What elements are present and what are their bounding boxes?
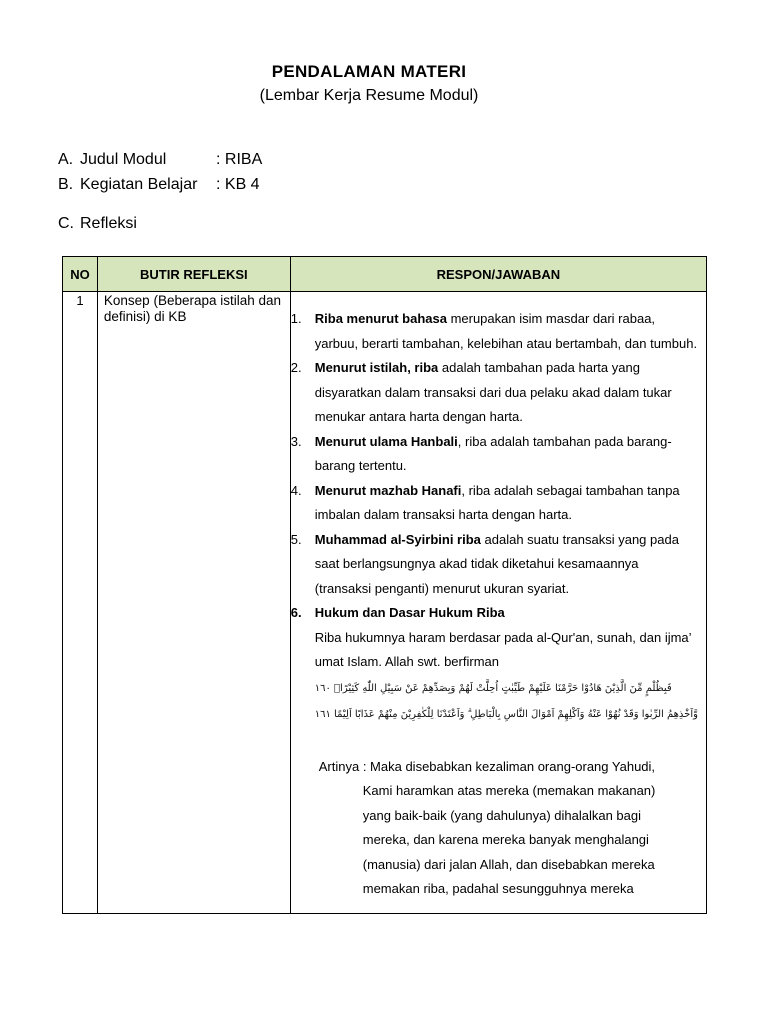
item-definition: adalah tambahan pada harta yang disyaratkan dalam transaksi dari dua pelaku akad dalam tukar menukar antara harta dengan harta. bbox=[314, 360, 672, 424]
artinya-label: Artinya : Maka disebabkan kezaliman orang-orang Yahudi, bbox=[318, 758, 656, 774]
hukum-riba-text: Riba hukumnya haram berdasar pada al-Qur'an, sunah, dan ijma’ umat Islam. Allah swt. berfirman bbox=[314, 629, 692, 669]
item-definition: , riba adalah sebagai tambahan tanpa imbalan dalam transaksi harta dengan harta. bbox=[314, 482, 680, 522]
arabic-verse-160: فَبِظُلْمٍ مِّنَ الَّذِيْنَ هَادُوْا حَرَّمْنَا عَلَيْهِمْ طَيِّبٰتٍ اُحِلَّتْ لَهُمْ وَبِصَدِّهِمْ عَنْ سَبِيْلِ اللّٰهِ كَثِيْرًاۙ ١٦٠ bbox=[314, 682, 672, 694]
header-respon-jawaban: RESPON/JAWABAN bbox=[290, 257, 706, 292]
list-item bbox=[290, 430, 698, 479]
item-number: 6. bbox=[290, 605, 302, 620]
info-value: : RIBA bbox=[216, 151, 263, 168]
row-number: 1 bbox=[63, 292, 98, 914]
artinya-translation bbox=[291, 755, 706, 902]
info-letter: B. bbox=[58, 176, 74, 193]
list-item bbox=[290, 307, 698, 356]
item-number: 1. bbox=[290, 311, 302, 326]
item-number: 2. bbox=[290, 360, 302, 375]
info-kegiatan-belajar bbox=[58, 176, 260, 194]
header-no: NO bbox=[63, 257, 98, 292]
artinya-line: yang baik-baik (yang dahulunya) dihalalkan bagi bbox=[362, 807, 641, 823]
item-term: Menurut istilah, riba bbox=[314, 360, 439, 375]
info-letter: A. bbox=[58, 151, 74, 168]
info-label: Refleksi bbox=[80, 215, 137, 232]
page-title: PENDALAMAN MATERI bbox=[271, 62, 467, 81]
item-definition: , riba adalah tambahan pada barang-barang tertentu. bbox=[314, 433, 672, 473]
header-butir-refleksi: BUTIR REFLEKSI bbox=[97, 257, 290, 292]
butir-text: Konsep (Beberapa istilah dan definisi) di KB bbox=[97, 292, 290, 914]
item-term: Menurut ulama Hanbali bbox=[314, 433, 458, 449]
list-item bbox=[290, 601, 698, 727]
info-value: : KB 4 bbox=[216, 176, 260, 193]
list-item bbox=[290, 479, 698, 528]
info-judul-modul bbox=[58, 151, 262, 169]
info-label: Judul Modul bbox=[80, 151, 167, 168]
info-label: Kegiatan Belajar bbox=[80, 176, 198, 193]
list-item bbox=[290, 356, 698, 430]
page-subtitle: (Lembar Kerja Resume Modul) bbox=[259, 87, 479, 104]
info-letter: C. bbox=[58, 215, 74, 232]
item-term: Riba menurut bahasa bbox=[314, 311, 447, 326]
item-term: Hukum dan Dasar Hukum Riba bbox=[314, 605, 505, 620]
item-definition: adalah suatu transaksi yang pada saat berlangsungnya akad tidak diketahui kesamaannya (transaksi penganti) menurut ukuran syariat. bbox=[314, 531, 679, 596]
table-header-row bbox=[63, 257, 707, 292]
info-refleksi bbox=[58, 215, 137, 233]
arabic-verse-161: وَّاَخْذِهِمُ الرِّبٰوا وَقَدْ نُهُوْا عَنْهُ وَاَكْلِهِمْ اَمْوَالَ النَّاسِ بِالْبَاطِلِ ۗ وَاَعْتَدْنَا لِلْكٰفِرِيْنَ مِنْهُمْ عَذَابًا اَلِيْمًا ١٦١ bbox=[314, 708, 698, 720]
item-definition: merupakan isim masdar dari rabaa, yarbuu, berarti tambahan, kelebihan atau bertambah, dan tumbuh. bbox=[314, 311, 698, 351]
table-row bbox=[63, 292, 707, 914]
list-item bbox=[290, 528, 698, 602]
artinya-line: mereka, dan karena mereka banyak menghalangi bbox=[362, 832, 649, 847]
respon-cell bbox=[290, 292, 706, 914]
artinya-line: memakan riba, padahal sesungguhnya mereka bbox=[362, 881, 634, 896]
item-number: 4. bbox=[290, 482, 302, 498]
artinya-line: Kami haramkan atas mereka (memakan makanan) bbox=[362, 783, 656, 798]
artinya-line: (manusia) dari jalan Allah, dan disebabkan mereka bbox=[362, 856, 655, 872]
item-term: Menurut mazhab Hanafi bbox=[314, 482, 462, 498]
item-number: 3. bbox=[290, 433, 302, 449]
item-term: Muhammad al-Syirbini riba bbox=[314, 531, 481, 547]
item-number: 5. bbox=[290, 531, 302, 547]
refleksi-table bbox=[62, 256, 707, 914]
respon-list bbox=[291, 292, 706, 727]
